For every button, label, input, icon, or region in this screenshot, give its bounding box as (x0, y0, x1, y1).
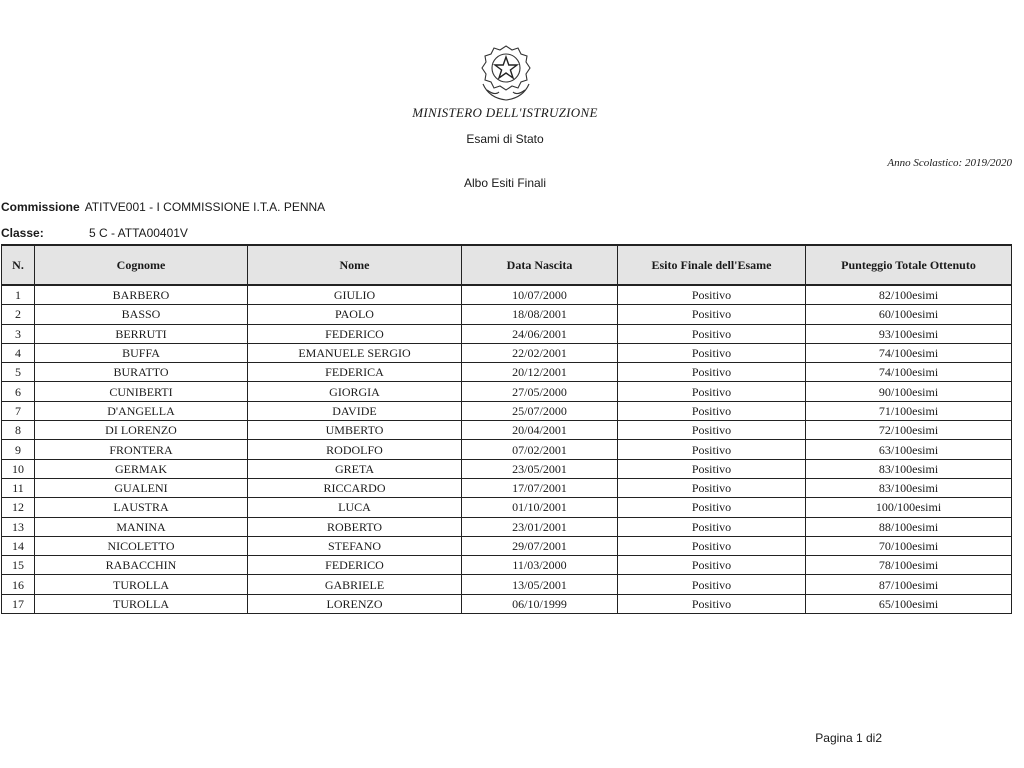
table-cell: BURATTO (35, 363, 248, 382)
column-header: Data Nascita (462, 245, 618, 285)
table-cell: Positivo (618, 536, 806, 555)
table-cell: LORENZO (248, 594, 462, 613)
table-cell: BASSO (35, 305, 248, 324)
table-row (2, 421, 1012, 440)
table-cell: Positivo (618, 285, 806, 305)
table-cell: Positivo (618, 305, 806, 324)
table-cell: STEFANO (248, 536, 462, 555)
page-number: Pagina 1 di2 (815, 731, 882, 745)
table-row (2, 382, 1012, 401)
table-cell: RABACCHIN (35, 556, 248, 575)
table-cell: 25/07/2000 (462, 401, 618, 420)
table-cell: FRONTERA (35, 440, 248, 459)
classe-line (1, 226, 188, 240)
table-cell: FEDERICO (248, 324, 462, 343)
table-cell: Positivo (618, 401, 806, 420)
table-row (2, 575, 1012, 594)
table-cell: 07/02/2001 (462, 440, 618, 459)
table-row (2, 324, 1012, 343)
table-cell: Positivo (618, 459, 806, 478)
table-cell: Positivo (618, 343, 806, 362)
table-cell: 90/100esimi (806, 382, 1012, 401)
school-year: Anno Scolastico: 2019/2020 (887, 157, 1012, 169)
column-header: Esito Finale dell'Esame (618, 245, 806, 285)
table-cell: 12 (2, 498, 35, 517)
table-cell: Positivo (618, 382, 806, 401)
table-row (2, 536, 1012, 555)
table-cell: D'ANGELLA (35, 401, 248, 420)
table-cell: Positivo (618, 421, 806, 440)
table-cell: Positivo (618, 575, 806, 594)
table-cell: 16 (2, 575, 35, 594)
table-cell: 78/100esimi (806, 556, 1012, 575)
exam-title: Esami di Stato (466, 132, 544, 146)
table-cell: Positivo (618, 363, 806, 382)
commission-label: Commissione (1, 200, 80, 214)
table-cell: CUNIBERTI (35, 382, 248, 401)
column-header: Cognome (35, 245, 248, 285)
italian-republic-emblem-icon (477, 40, 535, 104)
table-cell: BUFFA (35, 343, 248, 362)
table-row (2, 498, 1012, 517)
table-row (2, 285, 1012, 305)
board-title: Albo Esiti Finali (463, 176, 547, 190)
table-cell: UMBERTO (248, 421, 462, 440)
table-row (2, 343, 1012, 362)
classe-value: 5 C - ATTA00401V (89, 226, 188, 240)
table-cell: 4 (2, 343, 35, 362)
table-cell: 18/08/2001 (462, 305, 618, 324)
table-cell: 87/100esimi (806, 575, 1012, 594)
table-cell: GERMAK (35, 459, 248, 478)
table-cell: Positivo (618, 556, 806, 575)
table-cell: 70/100esimi (806, 536, 1012, 555)
table-cell: 3 (2, 324, 35, 343)
table-cell: Positivo (618, 440, 806, 459)
table-cell: 83/100esimi (806, 459, 1012, 478)
table-cell: TUROLLA (35, 575, 248, 594)
table-cell: 11/03/2000 (462, 556, 618, 575)
table-cell: 65/100esimi (806, 594, 1012, 613)
table-cell: 63/100esimi (806, 440, 1012, 459)
table-cell: 15 (2, 556, 35, 575)
ministry-title: MINISTERO DELL'ISTRUZIONE (412, 105, 598, 120)
commission-line (1, 200, 325, 214)
table-cell: 17/07/2001 (462, 478, 618, 497)
table-cell: Positivo (618, 324, 806, 343)
table-cell: Positivo (618, 478, 806, 497)
table-row (2, 594, 1012, 613)
table-cell: GUALENI (35, 478, 248, 497)
table-cell: 06/10/1999 (462, 594, 618, 613)
table-cell: 2 (2, 305, 35, 324)
table-cell: 10 (2, 459, 35, 478)
results-table (1, 244, 1012, 614)
column-header: Nome (248, 245, 462, 285)
table-header-row (2, 245, 1012, 285)
table-cell: LAUSTRA (35, 498, 248, 517)
commission-value: ATITVE001 - I COMMISSIONE I.T.A. PENNA (84, 200, 326, 214)
table-cell: 7 (2, 401, 35, 420)
table-cell: 82/100esimi (806, 285, 1012, 305)
table-cell: PAOLO (248, 305, 462, 324)
table-cell: LUCA (248, 498, 462, 517)
table-row (2, 517, 1012, 536)
table-row (2, 363, 1012, 382)
table-cell: BARBERO (35, 285, 248, 305)
table-cell: 10/07/2000 (462, 285, 618, 305)
table-cell: 17 (2, 594, 35, 613)
table-cell: 60/100esimi (806, 305, 1012, 324)
table-cell: RODOLFO (248, 440, 462, 459)
table-row (2, 305, 1012, 324)
table-cell: FEDERICO (248, 556, 462, 575)
classe-label: Classe: (1, 226, 44, 240)
table-row (2, 478, 1012, 497)
table-cell: GIULIO (248, 285, 462, 305)
table-row (2, 440, 1012, 459)
table-cell: GRETA (248, 459, 462, 478)
table-row (2, 459, 1012, 478)
table-cell: RICCARDO (248, 478, 462, 497)
table-cell: 29/07/2001 (462, 536, 618, 555)
table-row (2, 556, 1012, 575)
table-cell: TUROLLA (35, 594, 248, 613)
table-cell: 71/100esimi (806, 401, 1012, 420)
table-cell: 72/100esimi (806, 421, 1012, 440)
table-cell: Positivo (618, 594, 806, 613)
table-cell: 74/100esimi (806, 363, 1012, 382)
table-cell: GIORGIA (248, 382, 462, 401)
table-cell: 88/100esimi (806, 517, 1012, 536)
table-cell: MANINA (35, 517, 248, 536)
table-cell: NICOLETTO (35, 536, 248, 555)
table-cell: DAVIDE (248, 401, 462, 420)
table-cell: 74/100esimi (806, 343, 1012, 362)
table-cell: ROBERTO (248, 517, 462, 536)
table-cell: 5 (2, 363, 35, 382)
table-cell: 11 (2, 478, 35, 497)
table-cell: 20/04/2001 (462, 421, 618, 440)
table-cell: 100/100esimi (806, 498, 1012, 517)
table-cell: 9 (2, 440, 35, 459)
column-header: N. (2, 245, 35, 285)
column-header: Punteggio Totale Ottenuto (806, 245, 1012, 285)
table-cell: 83/100esimi (806, 478, 1012, 497)
table-cell: EMANUELE SERGIO (248, 343, 462, 362)
table-cell: FEDERICA (248, 363, 462, 382)
table-cell: 14 (2, 536, 35, 555)
table-cell: 13 (2, 517, 35, 536)
table-cell: Positivo (618, 498, 806, 517)
table-cell: 13/05/2001 (462, 575, 618, 594)
table-cell: 24/06/2001 (462, 324, 618, 343)
table-cell: 01/10/2001 (462, 498, 618, 517)
table-cell: 27/05/2000 (462, 382, 618, 401)
table-cell: GABRIELE (248, 575, 462, 594)
table-cell: 23/01/2001 (462, 517, 618, 536)
table-cell: 8 (2, 421, 35, 440)
table-cell: 23/05/2001 (462, 459, 618, 478)
table-cell: 6 (2, 382, 35, 401)
table-cell: 22/02/2001 (462, 343, 618, 362)
table-row (2, 401, 1012, 420)
table-cell: 93/100esimi (806, 324, 1012, 343)
table-cell: Positivo (618, 517, 806, 536)
table-cell: 1 (2, 285, 35, 305)
table-cell: DI LORENZO (35, 421, 248, 440)
table-cell: BERRUTI (35, 324, 248, 343)
table-cell: 20/12/2001 (462, 363, 618, 382)
